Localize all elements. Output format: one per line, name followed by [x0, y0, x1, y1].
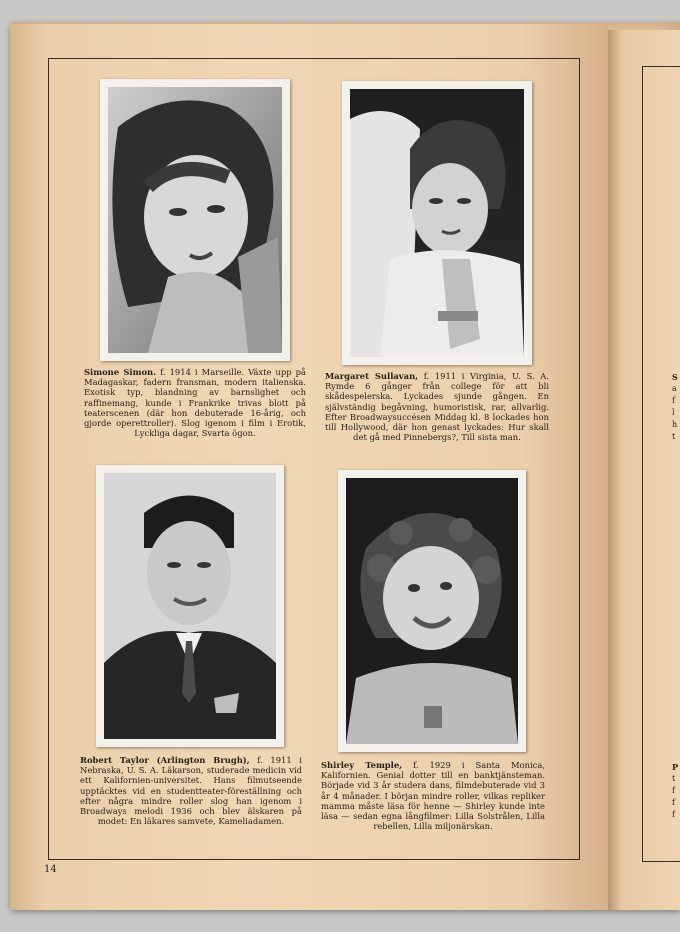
caption-shirley-temple	[321, 760, 545, 831]
portrait-photo	[108, 87, 282, 353]
biography-text: f. 1914 i Marseille. Växte upp på Madagaskar, fadern fransman, modern italienska. Exotisk typ, blandning av barnslighet och raffinemang, kunde i Frankrike trivas blott på teaterscenen (där hon debuterade 16-årig, och gjorde operettroller). Slog igenom i film i Erotik, Lyckliga dagar, Svarta ögon.	[84, 367, 306, 439]
actor-name: Simone Simon.	[84, 367, 157, 377]
portrait-photo	[350, 89, 524, 357]
photo-card-simone-simon	[100, 79, 290, 361]
right-page-fragment: t	[672, 774, 676, 783]
right-page-fragment: a	[672, 384, 677, 393]
biography-text: f. 1911 i Nebraska, U. S. A. Läkarson, studerade medicin vid ett Kalifornien-universitet. Hans filmutseende upptäcktes vid en studentteater-föreställning och efter några mindre roller slog han igenom i Broadways melodi 1936 och blev älskaren på modet: En läkares samvete, Kameliadamen.	[80, 755, 302, 827]
biography-text: f. 1929 i Santa Monica, Kalifornien. Genial dotter till en banktjänsteman. Började vid 3 år studera dans, filmdebuterade vid 3 år 4 månader. I början mindre roller, vilkas repliker mamma måste läsa för henne — Shirley kunde inte läsa — sedan egna långfilmer: Lilla Solstrålen, Lilla rebellen, Lilla miljonärskan.	[321, 760, 545, 832]
photo-card-margaret-sullavan	[342, 81, 532, 365]
page-number: 14	[44, 864, 57, 875]
right-page-fragment: f	[672, 798, 675, 807]
right-page-fragment: f	[672, 810, 675, 819]
caption-simone-simon	[84, 367, 306, 438]
right-page-fragment: S	[672, 372, 678, 382]
right-page-fragment: f	[672, 786, 675, 795]
right-page-fragment: l	[672, 408, 675, 417]
right-page-fragment: f	[672, 396, 675, 405]
biography-text: f. 1911 i Virginia, U. S. A. Rymde 6 gånger från college för att bli skådespelerska. Lyckades sjunde gången. En självständig begåvning, humoristisk, rar, allvarlig. Efter Broadwaysuccésen Middag kl. 8 lockades hon till Hollywood, där hon genast lyckades: Hur skall det gå med Pinnebergs?, Till sista man.	[325, 371, 549, 443]
actor-name: Robert Taylor (Arlington Brugh),	[80, 755, 250, 765]
photo-card-shirley-temple	[338, 470, 526, 752]
portrait-photo	[104, 473, 276, 739]
caption-robert-taylor	[80, 755, 302, 826]
actor-name: Shirley Temple,	[321, 760, 403, 770]
right-page-fragment: P	[672, 762, 679, 772]
right-page-fragment: t	[672, 432, 676, 441]
photo-card-robert-taylor	[96, 465, 284, 747]
actor-name: Margaret Sullavan,	[325, 371, 419, 381]
caption-margaret-sullavan	[325, 371, 549, 442]
right-page-frame	[642, 66, 680, 862]
portrait-photo	[346, 478, 518, 744]
right-page-fragment: h	[672, 420, 678, 429]
